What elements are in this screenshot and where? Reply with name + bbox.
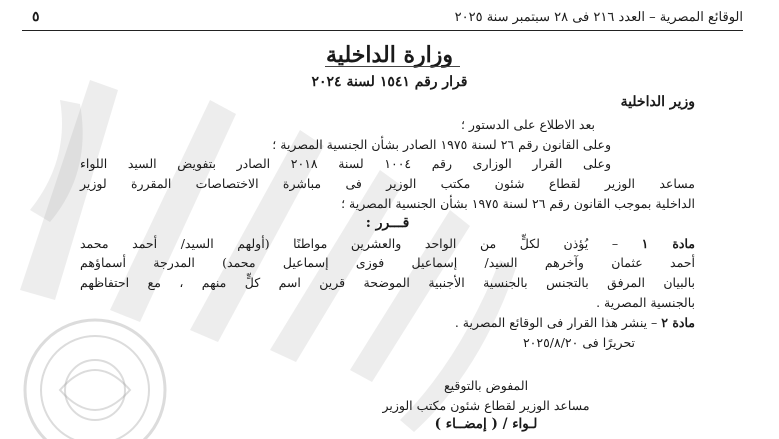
running-title: الوقائع المصرية – العدد ٢١٦ فى ٢٨ سبتمبر سنة ٢٠٢٥ [454,9,743,25]
preamble-line-3: وعلى القرار الوزارى رقم ١٠٠٤ لسنة ٢٠١٨ الصادر بتفويض السيد اللواء [80,156,611,172]
decree-body [80,93,695,352]
article-1-label: مادة ١ [641,235,695,251]
preamble-line-2: وعلى القانون رقم ٢٦ لسنة ١٩٧٥ الصادر بشأن الجنسية المصرية ؛ [272,136,611,152]
preamble-line-1: بعد الاطلاع على الدستور ؛ [460,116,595,132]
signature-line-3: لـواء / ( إمضــاء ) [434,416,538,432]
signature-line-2: مساعد الوزير لقطاع شئون مكتب الوزير [382,397,590,413]
signature-line-1: المفوض بالتوقيع [443,378,529,393]
preamble-line-4: مساعد الوزير لقطاع شئون مكتب الوزير فى مباشرة الاختصاصات المقررة لوزير [80,176,695,192]
signature-block [321,376,651,435]
article-2-label: مادة ٢ [661,314,695,330]
article-1-line-4: بالجنسية المصرية . [596,294,695,310]
article-2 [80,313,695,333]
minister-title: وزير الداخلية [620,94,695,110]
article-1-line-3: بالبيان المرفق بالتجنس بالجنسية الأجنبية الموضحة قرين اسم كلٍّ منهم ، مع احتفاظهم [80,275,695,291]
article-2-text: – ينشر هذا القرار فى الوقائع المصرية . [454,314,658,330]
article-1-text: – يُؤذن لكلٍّ من الواحد والعشرين مواطنًا (أولهم السيد/ أحمد محمد [80,235,619,251]
decided-heading: قـــرر : [365,214,410,231]
page-number: ٥ [32,9,40,25]
running-header [22,4,743,31]
date-line: تحريرًا فى ٢٠٢٥/٨/٢٠ [522,334,635,350]
preamble-line-5: الداخلية بموجب القانون رقم ٢٦ لسنة ١٩٧٥ بشأن الجنسية المصرية ؛ [341,195,695,211]
ministry-title: وزارة الداخلية [326,42,453,68]
decree-number: قرار رقم ١٥٤١ لسنة ٢٠٢٤ [311,74,468,90]
article-1-line-1 [80,234,695,254]
article-1-line-2: أحمد عثمان وآخرهم السيد/ إسماعيل فوزى إسماعيل محمد) المدرجة أسماؤهم [80,255,695,271]
title-separator [325,66,460,67]
